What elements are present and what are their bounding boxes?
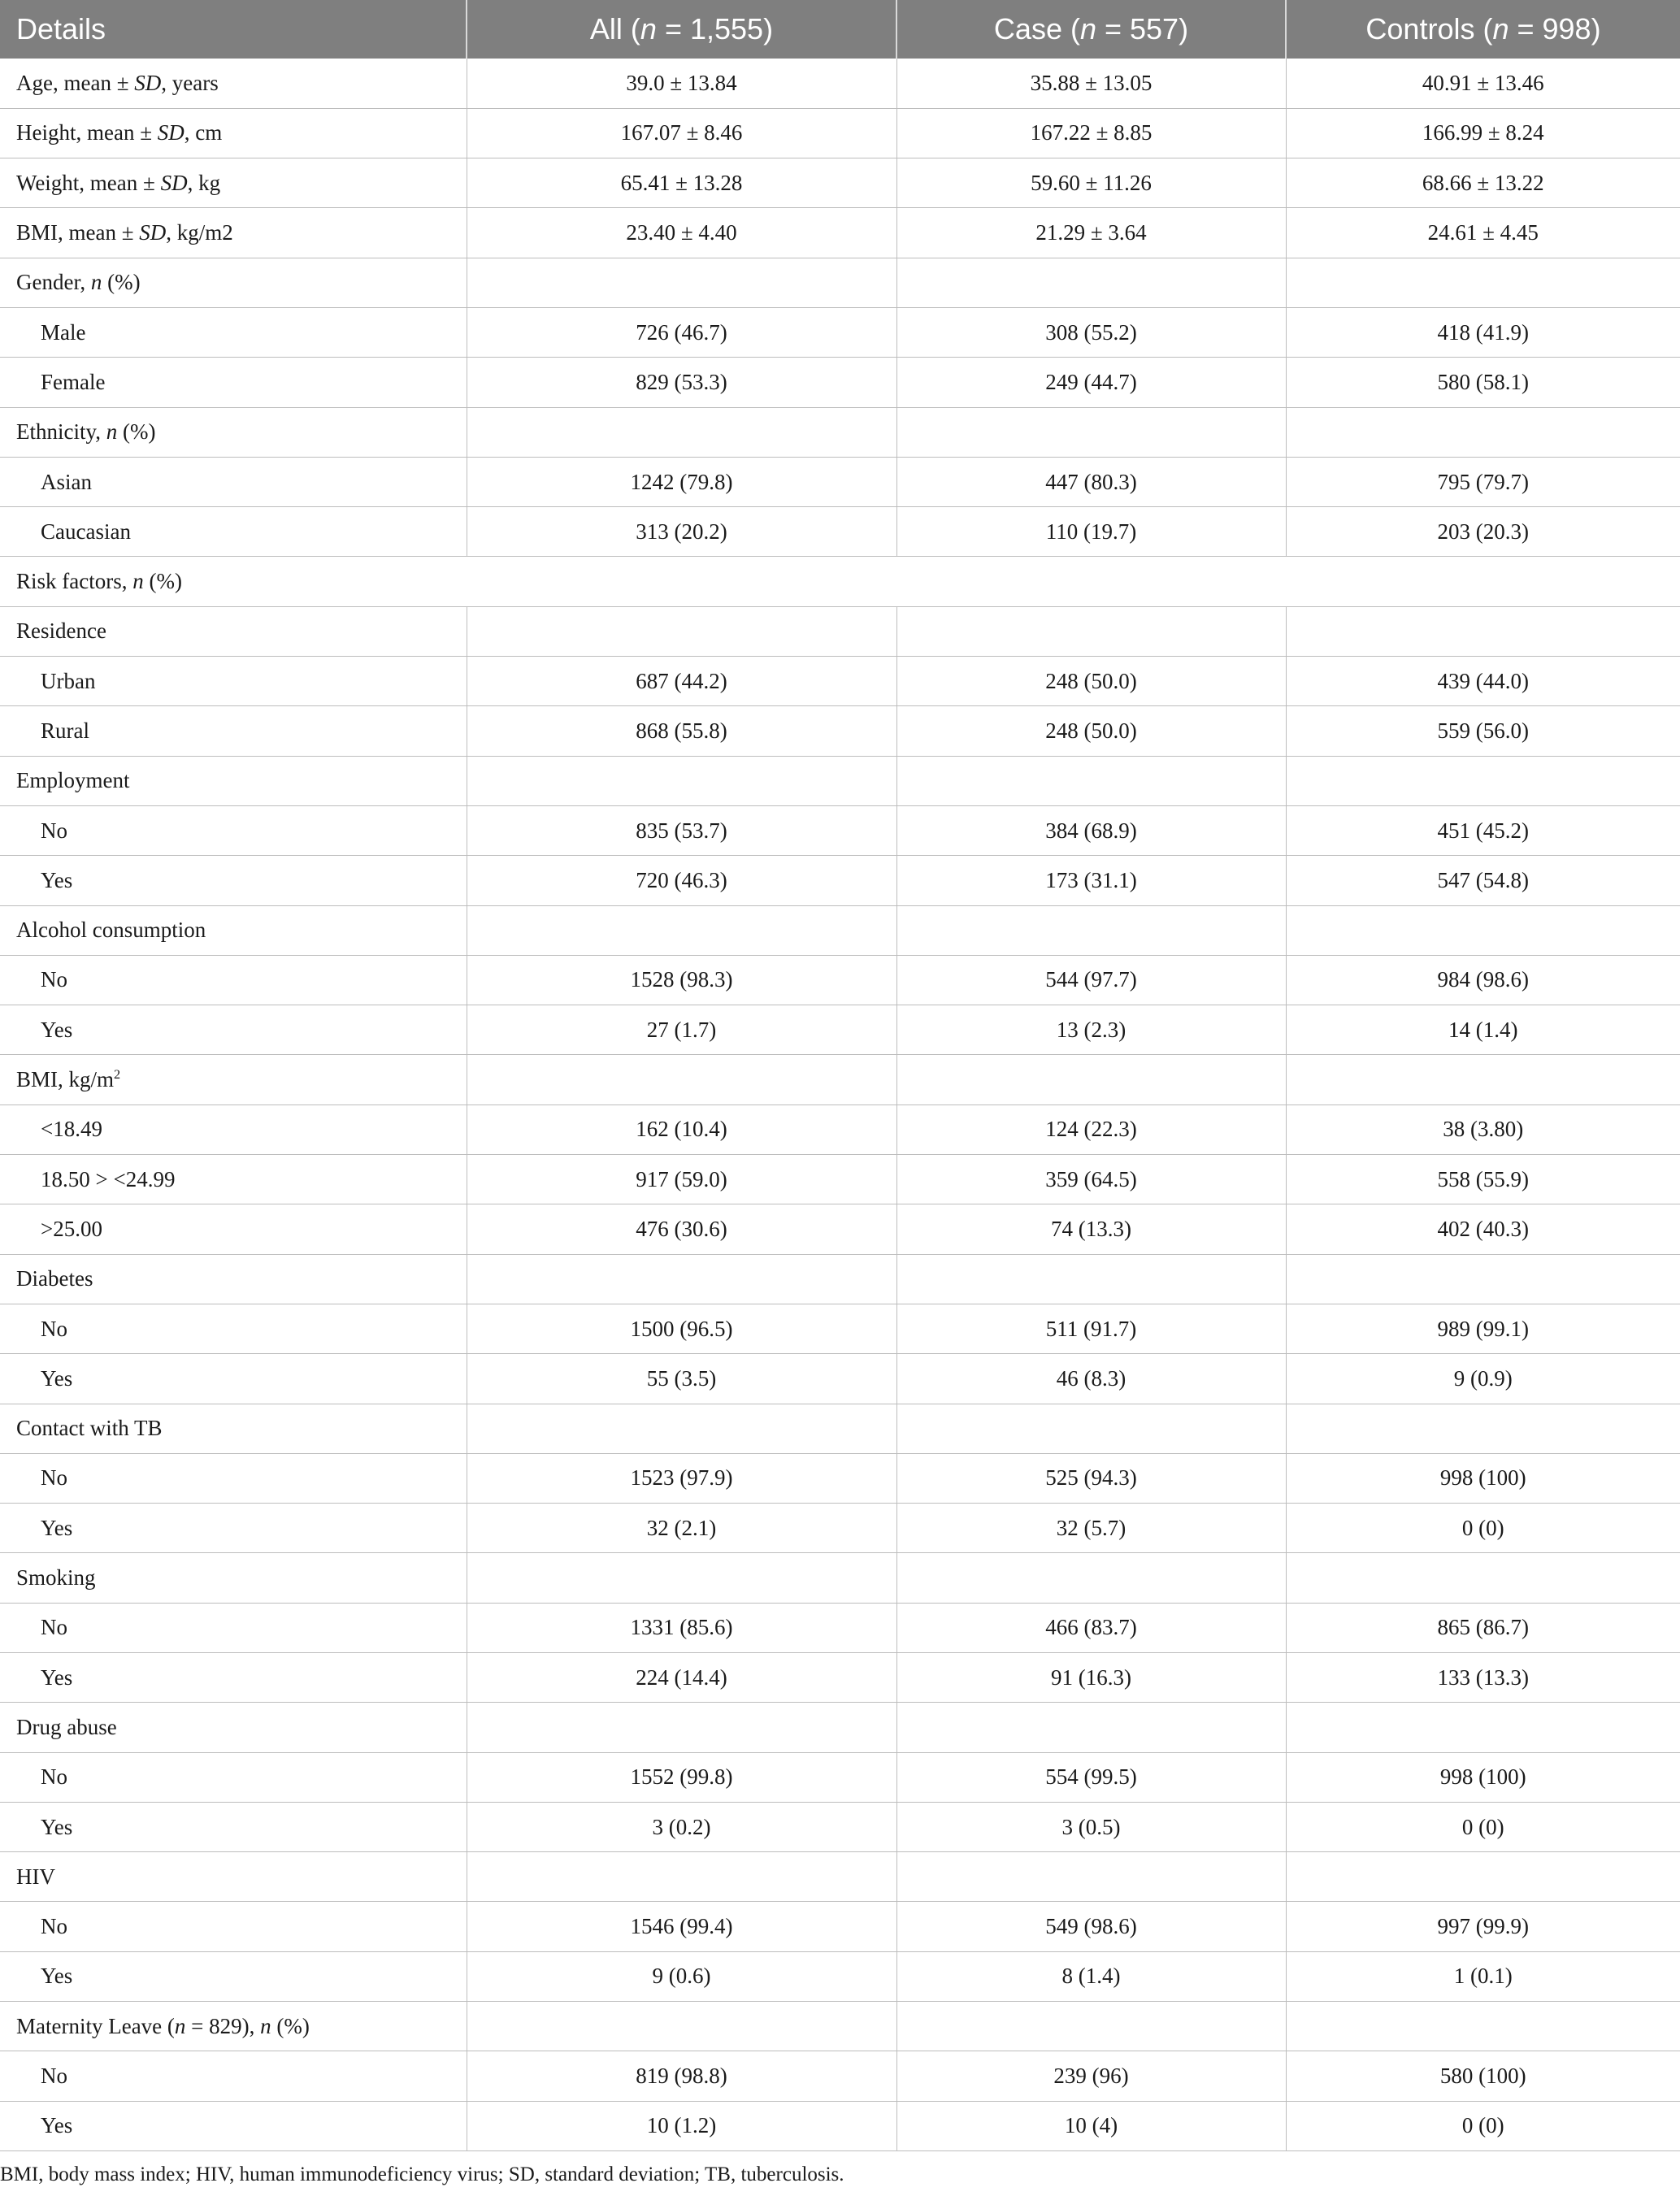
row-label: Residence	[0, 606, 467, 656]
header-case	[896, 0, 1286, 59]
row-label: No	[0, 1603, 467, 1652]
cell-controls: 402 (40.3)	[1286, 1204, 1680, 1254]
header-controls	[1286, 0, 1680, 59]
header-case-n: n	[1079, 12, 1096, 46]
row-label: Gender, n (%)	[0, 258, 467, 307]
cell-case: 549 (98.6)	[896, 1902, 1286, 1951]
cell-all: 65.41 ± 13.28	[467, 158, 896, 208]
cell-controls: 1 (0.1)	[1286, 1951, 1680, 2001]
cell-controls: 133 (13.3)	[1286, 1653, 1680, 1703]
cell-case: 10 (4)	[896, 2101, 1286, 2150]
cell-case	[896, 905, 1286, 955]
cell-controls: 998 (100)	[1286, 1752, 1680, 1802]
row-label: Maternity Leave (n = 829), n (%)	[0, 2002, 467, 2051]
row-label: Diabetes	[0, 1254, 467, 1304]
cell-case	[896, 258, 1286, 307]
row-label: No	[0, 1902, 467, 1951]
cell-case: 35.88 ± 13.05	[896, 59, 1286, 108]
header-row	[0, 0, 1680, 59]
cell-case	[896, 1852, 1286, 1902]
cell-controls	[1286, 905, 1680, 955]
cell-all	[467, 258, 896, 307]
table-row	[0, 1504, 1680, 1553]
row-label: >25.00	[0, 1204, 467, 1254]
cell-all	[467, 1703, 896, 1752]
table-row	[0, 2002, 1680, 2051]
cell-controls: 166.99 ± 8.24	[1286, 108, 1680, 158]
cell-controls: 451 (45.2)	[1286, 805, 1680, 855]
table-row	[0, 1951, 1680, 2001]
cell-all: 1552 (99.8)	[467, 1752, 896, 1802]
cell-all: 1331 (85.6)	[467, 1603, 896, 1652]
row-label: <18.49	[0, 1105, 467, 1154]
cell-controls: 795 (79.7)	[1286, 457, 1680, 506]
cell-all: 868 (55.8)	[467, 706, 896, 756]
cell-all: 720 (46.3)	[467, 856, 896, 905]
cell-case: 32 (5.7)	[896, 1504, 1286, 1553]
header-case-suffix: = 557)	[1096, 12, 1189, 46]
table-row	[0, 905, 1680, 955]
cell-case: 74 (13.3)	[896, 1204, 1286, 1254]
row-label: Female	[0, 358, 467, 407]
cell-case: 248 (50.0)	[896, 706, 1286, 756]
table-row	[0, 1453, 1680, 1503]
row-label: No	[0, 2051, 467, 2101]
cell-case: 359 (64.5)	[896, 1155, 1286, 1204]
table-row	[0, 657, 1680, 706]
cell-all	[467, 1553, 896, 1603]
cell-all	[467, 407, 896, 457]
header-controls-prefix: Controls (	[1365, 12, 1493, 46]
cell-all: 835 (53.7)	[467, 805, 896, 855]
cell-all: 167.07 ± 8.46	[467, 108, 896, 158]
row-label: Rural	[0, 706, 467, 756]
table-row	[0, 1603, 1680, 1652]
cell-controls: 580 (100)	[1286, 2051, 1680, 2101]
cell-case	[896, 606, 1286, 656]
row-label: No	[0, 1304, 467, 1353]
cell-controls: 14 (1.4)	[1286, 1005, 1680, 1055]
row-label: Yes	[0, 1005, 467, 1055]
cell-controls: 998 (100)	[1286, 1453, 1680, 1503]
table-row	[0, 208, 1680, 258]
row-label: Yes	[0, 1504, 467, 1553]
cell-all: 917 (59.0)	[467, 1155, 896, 1204]
row-label: Contact with TB	[0, 1404, 467, 1453]
cell-controls: 40.91 ± 13.46	[1286, 59, 1680, 108]
table-row	[0, 258, 1680, 307]
cell-case: 554 (99.5)	[896, 1752, 1286, 1802]
cell-all: 224 (14.4)	[467, 1653, 896, 1703]
cell-controls	[1286, 1553, 1680, 1603]
cell-all	[467, 606, 896, 656]
cell-all	[467, 1254, 896, 1304]
cell-controls	[1286, 407, 1680, 457]
cell-case: 3 (0.5)	[896, 1802, 1286, 1851]
table-row	[0, 2051, 1680, 2101]
cell-all	[467, 756, 896, 805]
cell-all: 23.40 ± 4.40	[467, 208, 896, 258]
cell-all: 32 (2.1)	[467, 1504, 896, 1553]
cell-all: 1528 (98.3)	[467, 955, 896, 1005]
cell-controls: 559 (56.0)	[1286, 706, 1680, 756]
row-label: No	[0, 1752, 467, 1802]
cell-all: 39.0 ± 13.84	[467, 59, 896, 108]
row-label: 18.50 > <24.99	[0, 1155, 467, 1204]
cell-case	[896, 1404, 1286, 1453]
cell-case	[896, 407, 1286, 457]
cell-controls	[1286, 2002, 1680, 2051]
cell-case: 248 (50.0)	[896, 657, 1286, 706]
cell-case: 21.29 ± 3.64	[896, 208, 1286, 258]
cell-controls	[1286, 1703, 1680, 1752]
table-row	[0, 1852, 1680, 1902]
cell-all: 476 (30.6)	[467, 1204, 896, 1254]
row-label: No	[0, 955, 467, 1005]
row-label: Yes	[0, 1354, 467, 1404]
cell-case	[896, 756, 1286, 805]
cell-all	[467, 905, 896, 955]
table-row	[0, 1304, 1680, 1353]
cell-controls: 0 (0)	[1286, 2101, 1680, 2150]
table-row	[0, 805, 1680, 855]
row-label: No	[0, 1453, 467, 1503]
row-label: Risk factors, n (%)	[0, 557, 1680, 606]
table-row	[0, 59, 1680, 108]
cell-controls: 68.66 ± 13.22	[1286, 158, 1680, 208]
header-details: Details	[0, 0, 467, 59]
cell-case: 384 (68.9)	[896, 805, 1286, 855]
cell-controls: 0 (0)	[1286, 1802, 1680, 1851]
cell-controls: 439 (44.0)	[1286, 657, 1680, 706]
cell-controls: 0 (0)	[1286, 1504, 1680, 1553]
table-row	[0, 1553, 1680, 1603]
table-row	[0, 1204, 1680, 1254]
cell-case: 173 (31.1)	[896, 856, 1286, 905]
cell-all: 313 (20.2)	[467, 507, 896, 557]
cell-controls: 997 (99.9)	[1286, 1902, 1680, 1951]
cell-controls: 24.61 ± 4.45	[1286, 208, 1680, 258]
row-label: Yes	[0, 856, 467, 905]
header-controls-suffix: = 998)	[1509, 12, 1601, 46]
table-footnote: BMI, body mass index; HIV, human immunodeficiency virus; SD, standard deviation; TB, tuberculosis.	[0, 2163, 844, 2185]
table-row	[0, 955, 1680, 1005]
table-row	[0, 1105, 1680, 1154]
table-row	[0, 1354, 1680, 1404]
header-all	[467, 0, 896, 59]
table-row	[0, 407, 1680, 457]
header-all-prefix: All (	[589, 12, 640, 46]
row-label: Yes	[0, 1802, 467, 1851]
table-row	[0, 606, 1680, 656]
table-row	[0, 1802, 1680, 1851]
header-controls-n: n	[1492, 12, 1509, 46]
row-label: Height, mean ± SD, cm	[0, 108, 467, 158]
cell-all: 1523 (97.9)	[467, 1453, 896, 1503]
table-row	[0, 158, 1680, 208]
row-label: Yes	[0, 1653, 467, 1703]
row-label: BMI, mean ± SD, kg/m2	[0, 208, 467, 258]
table-row	[0, 1005, 1680, 1055]
cell-case: 167.22 ± 8.85	[896, 108, 1286, 158]
header-all-suffix: = 1,555)	[656, 12, 774, 46]
cell-all	[467, 1055, 896, 1105]
cell-all: 9 (0.6)	[467, 1951, 896, 2001]
cell-controls: 989 (99.1)	[1286, 1304, 1680, 1353]
table-row	[0, 1254, 1680, 1304]
table-row	[0, 1404, 1680, 1453]
cell-all	[467, 1852, 896, 1902]
cell-controls: 984 (98.6)	[1286, 955, 1680, 1005]
cell-controls	[1286, 1852, 1680, 1902]
row-label: Employment	[0, 756, 467, 805]
table-row	[0, 856, 1680, 905]
row-label: Drug abuse	[0, 1703, 467, 1752]
cell-controls: 418 (41.9)	[1286, 307, 1680, 357]
row-label: Asian	[0, 457, 467, 506]
header-all-n: n	[640, 12, 657, 46]
cell-case: 511 (91.7)	[896, 1304, 1286, 1353]
cell-all: 3 (0.2)	[467, 1802, 896, 1851]
cell-all: 1242 (79.8)	[467, 457, 896, 506]
cell-controls: 38 (3.80)	[1286, 1105, 1680, 1154]
cell-case	[896, 2002, 1286, 2051]
cell-case: 308 (55.2)	[896, 307, 1286, 357]
cell-case: 447 (80.3)	[896, 457, 1286, 506]
cell-controls	[1286, 606, 1680, 656]
cell-controls: 9 (0.9)	[1286, 1354, 1680, 1404]
row-label: Age, mean ± SD, years	[0, 59, 467, 108]
table-row	[0, 108, 1680, 158]
row-label: Yes	[0, 1951, 467, 2001]
table-row	[0, 307, 1680, 357]
cell-all: 829 (53.3)	[467, 358, 896, 407]
table-row	[0, 358, 1680, 407]
cell-all: 1546 (99.4)	[467, 1902, 896, 1951]
cell-controls: 558 (55.9)	[1286, 1155, 1680, 1204]
cell-case: 544 (97.7)	[896, 955, 1286, 1005]
cell-case: 466 (83.7)	[896, 1603, 1286, 1652]
cell-all	[467, 1404, 896, 1453]
table-row	[0, 706, 1680, 756]
cell-all: 10 (1.2)	[467, 2101, 896, 2150]
row-label: Alcohol consumption	[0, 905, 467, 955]
cell-controls: 865 (86.7)	[1286, 1603, 1680, 1652]
cell-controls	[1286, 1254, 1680, 1304]
row-label: No	[0, 805, 467, 855]
header-case-prefix: Case (	[993, 12, 1080, 46]
table-row	[0, 2101, 1680, 2150]
table-row	[0, 1752, 1680, 1802]
table-row	[0, 457, 1680, 506]
row-label: HIV	[0, 1852, 467, 1902]
cell-case: 525 (94.3)	[896, 1453, 1286, 1503]
cell-case: 8 (1.4)	[896, 1951, 1286, 2001]
cell-all: 819 (98.8)	[467, 2051, 896, 2101]
row-label: Smoking	[0, 1553, 467, 1603]
table-row	[0, 1155, 1680, 1204]
table-row	[0, 557, 1680, 606]
cell-all: 1500 (96.5)	[467, 1304, 896, 1353]
row-label: Urban	[0, 657, 467, 706]
row-label: Caucasian	[0, 507, 467, 557]
row-label: Yes	[0, 2101, 467, 2150]
cell-all: 27 (1.7)	[467, 1005, 896, 1055]
cell-case: 59.60 ± 11.26	[896, 158, 1286, 208]
table-row	[0, 1653, 1680, 1703]
cell-all: 55 (3.5)	[467, 1354, 896, 1404]
cell-case	[896, 1055, 1286, 1105]
cell-case: 46 (8.3)	[896, 1354, 1286, 1404]
cell-case	[896, 1553, 1286, 1603]
table-row	[0, 507, 1680, 557]
cell-all	[467, 2002, 896, 2051]
cell-all: 162 (10.4)	[467, 1105, 896, 1154]
cell-case	[896, 1703, 1286, 1752]
row-label: Weight, mean ± SD, kg	[0, 158, 467, 208]
cell-case: 110 (19.7)	[896, 507, 1286, 557]
table-row	[0, 756, 1680, 805]
table-row	[0, 1902, 1680, 1951]
cell-all: 687 (44.2)	[467, 657, 896, 706]
cell-case	[896, 1254, 1286, 1304]
cell-controls	[1286, 258, 1680, 307]
row-label: Male	[0, 307, 467, 357]
cell-case: 91 (16.3)	[896, 1653, 1286, 1703]
cell-case: 239 (96)	[896, 2051, 1286, 2101]
table-row	[0, 1055, 1680, 1105]
row-label: BMI, $kg/m^2$	[0, 1055, 467, 1105]
table-row	[0, 1703, 1680, 1752]
cell-controls	[1286, 1055, 1680, 1105]
row-label: Ethnicity, n (%)	[0, 407, 467, 457]
cell-controls	[1286, 756, 1680, 805]
cell-controls: 203 (20.3)	[1286, 507, 1680, 557]
cell-controls: 547 (54.8)	[1286, 856, 1680, 905]
cell-case: 124 (22.3)	[896, 1105, 1286, 1154]
cell-case: 249 (44.7)	[896, 358, 1286, 407]
cell-controls	[1286, 1404, 1680, 1453]
cell-all: 726 (46.7)	[467, 307, 896, 357]
cell-controls: 580 (58.1)	[1286, 358, 1680, 407]
cell-case: 13 (2.3)	[896, 1005, 1286, 1055]
